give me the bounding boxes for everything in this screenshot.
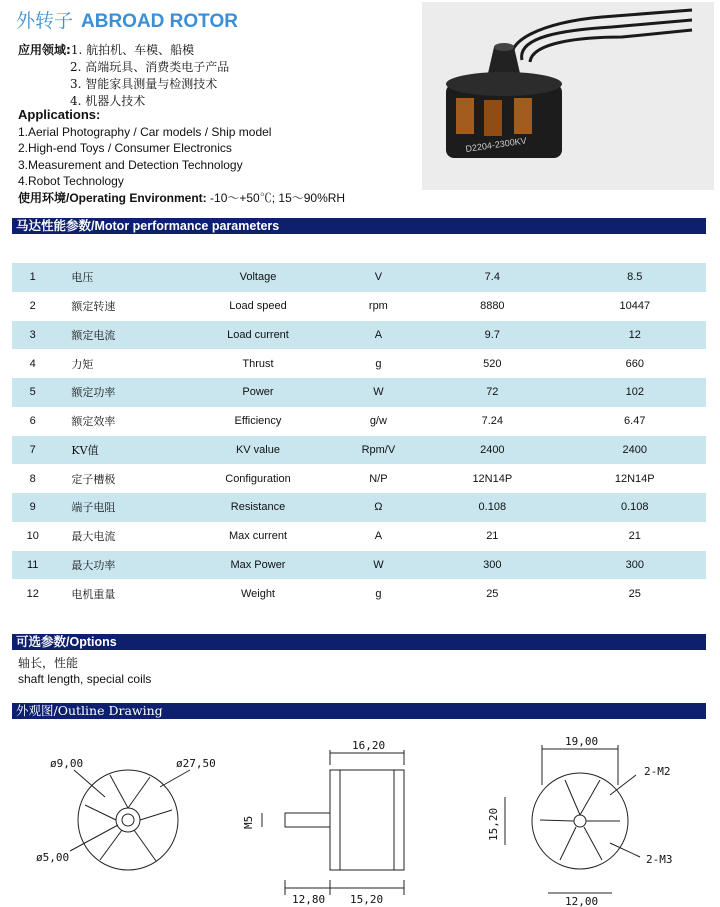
value-a: 8880 bbox=[480, 300, 505, 313]
dim-bottom-bottom: 12,00 bbox=[565, 895, 599, 907]
table-row bbox=[12, 493, 706, 522]
unit: V bbox=[336, 263, 421, 292]
value-b: 6.47 bbox=[624, 415, 646, 428]
table-row bbox=[12, 551, 706, 580]
row-index: 8 bbox=[29, 472, 36, 485]
value-a: 7.24 bbox=[481, 415, 504, 428]
value-b: 10447 bbox=[619, 300, 651, 313]
param-cn: 额定电流 bbox=[53, 321, 180, 350]
param-cn: 定子槽极 bbox=[71, 472, 116, 486]
value-a: 0.108 bbox=[421, 493, 563, 522]
dim-shaft-diameter: ø9,00 bbox=[50, 757, 84, 770]
value-a: 12N14P bbox=[472, 472, 513, 485]
value-a: 21 bbox=[486, 530, 499, 543]
unit: rpm bbox=[368, 300, 388, 313]
row-index: 3 bbox=[12, 321, 53, 350]
motor-label: D2204-2300KV bbox=[464, 135, 528, 154]
unit: g bbox=[375, 587, 382, 600]
performance-table bbox=[12, 263, 706, 608]
param-cn: KV值 bbox=[53, 436, 180, 465]
row-index: 7 bbox=[12, 436, 53, 465]
unit: Ω bbox=[336, 493, 421, 522]
applications-en: Applications: 1.Aerial Photography / Car models / Ship model 2.High-end Toys / Consumer Electronics 3.Measurement and Detection Technology 4.Robot Technology 使用环境/Operating Environment: -10～+50℃; 15～90%RH bbox=[18, 107, 346, 205]
value-a: 2400 bbox=[421, 436, 563, 465]
param-en: Thrust bbox=[242, 357, 274, 370]
value-b: 12N14P bbox=[614, 472, 655, 485]
dim-body-length: 15,20 bbox=[350, 893, 384, 906]
row-index: 1 bbox=[12, 263, 53, 292]
table-row bbox=[12, 292, 706, 321]
unit: N/P bbox=[369, 472, 388, 485]
table-row bbox=[12, 522, 706, 551]
param-en: Efficiency bbox=[234, 415, 282, 428]
row-index: 10 bbox=[26, 530, 39, 543]
value-b: 660 bbox=[625, 357, 644, 370]
value-a: 7.4 bbox=[421, 263, 563, 292]
value-a: 300 bbox=[421, 551, 563, 580]
table-row bbox=[12, 378, 706, 407]
param-cn: 电压 bbox=[53, 263, 180, 292]
dim-thread: M5 bbox=[242, 815, 255, 829]
dim-outer-diameter: ø27,50 bbox=[176, 757, 216, 770]
param-en: Load current bbox=[180, 321, 335, 350]
row-index: 5 bbox=[12, 378, 53, 407]
param-en: Weight bbox=[240, 587, 275, 600]
dim-bottom-left: 15,20 bbox=[487, 807, 500, 841]
table-row bbox=[12, 407, 706, 436]
value-b: 25 bbox=[628, 587, 641, 600]
param-en: Resistance bbox=[180, 493, 335, 522]
param-cn: 电机重量 bbox=[71, 587, 116, 601]
unit: A bbox=[336, 321, 421, 350]
unit: W bbox=[336, 378, 421, 407]
outline-drawing bbox=[0, 725, 720, 907]
row-index: 11 bbox=[12, 551, 53, 580]
value-a: 520 bbox=[483, 357, 502, 370]
bottom-view bbox=[505, 745, 640, 893]
param-en: Power bbox=[180, 378, 335, 407]
table-row bbox=[12, 263, 706, 292]
param-cn: 额定转速 bbox=[71, 300, 116, 314]
row-index: 9 bbox=[12, 493, 53, 522]
options-heading: 可选参数/Options bbox=[12, 634, 706, 650]
param-en: Load speed bbox=[229, 300, 287, 313]
unit: W bbox=[336, 551, 421, 580]
value-b: 12 bbox=[564, 321, 706, 350]
param-en: Voltage bbox=[180, 263, 335, 292]
performance-heading: 马达性能参数/Motor performance parameters bbox=[12, 218, 706, 234]
table-row bbox=[12, 436, 706, 465]
motor-photo bbox=[422, 2, 714, 190]
unit: g bbox=[375, 357, 382, 370]
row-index: 6 bbox=[29, 415, 36, 428]
dim-shaft-length: 12,80 bbox=[292, 893, 326, 906]
param-cn: 额定功率 bbox=[53, 378, 180, 407]
table-row bbox=[12, 579, 706, 608]
param-cn: 最大电流 bbox=[71, 530, 116, 544]
value-b: 300 bbox=[564, 551, 706, 580]
options-text: 轴长，性能 shaft length, special coils bbox=[18, 656, 152, 686]
unit: Rpm/V bbox=[336, 436, 421, 465]
row-index: 2 bbox=[29, 300, 36, 313]
front-view bbox=[70, 770, 190, 870]
param-en: Max current bbox=[228, 530, 288, 543]
dim-side-width: 16,20 bbox=[352, 739, 386, 752]
value-b: 102 bbox=[564, 378, 706, 407]
param-en: Max Power bbox=[180, 551, 335, 580]
outline-heading: 外观图/Outline Drawing bbox=[12, 703, 706, 719]
value-b: 21 bbox=[628, 530, 641, 543]
dim-bottom-top: 19,00 bbox=[565, 735, 599, 748]
applications-cn: 应用领域:1. 航拍机、车模、船模 2. 高端玩具、消费类电子产品 3. 智能家具测量与检测技术 4. 机器人技术 bbox=[18, 43, 230, 108]
param-cn: 额定效率 bbox=[71, 415, 116, 429]
unit: A bbox=[374, 530, 383, 543]
unit: g/w bbox=[369, 415, 387, 428]
value-a: 72 bbox=[421, 378, 563, 407]
value-b: 0.108 bbox=[564, 493, 706, 522]
page-title: 外转子 ABROAD ROTOR bbox=[16, 10, 238, 32]
param-en: Configuration bbox=[225, 472, 291, 485]
dim-small-diameter: ø5,00 bbox=[36, 851, 70, 864]
side-view bbox=[262, 750, 404, 895]
value-b: 8.5 bbox=[564, 263, 706, 292]
value-a: 9.7 bbox=[421, 321, 563, 350]
param-cn: 力矩 bbox=[71, 357, 94, 371]
value-b: 2400 bbox=[564, 436, 706, 465]
dim-m3: 2-M3 bbox=[646, 853, 673, 866]
param-cn: 端子电阻 bbox=[53, 493, 180, 522]
param-cn: 最大功率 bbox=[53, 551, 180, 580]
table-row bbox=[12, 321, 706, 350]
param-en: KV value bbox=[180, 436, 335, 465]
row-index: 12 bbox=[26, 587, 39, 600]
table-row bbox=[12, 349, 706, 378]
row-index: 4 bbox=[29, 357, 36, 370]
table-row bbox=[12, 464, 706, 493]
value-a: 25 bbox=[486, 587, 499, 600]
dim-m2: 2-M2 bbox=[644, 765, 671, 778]
